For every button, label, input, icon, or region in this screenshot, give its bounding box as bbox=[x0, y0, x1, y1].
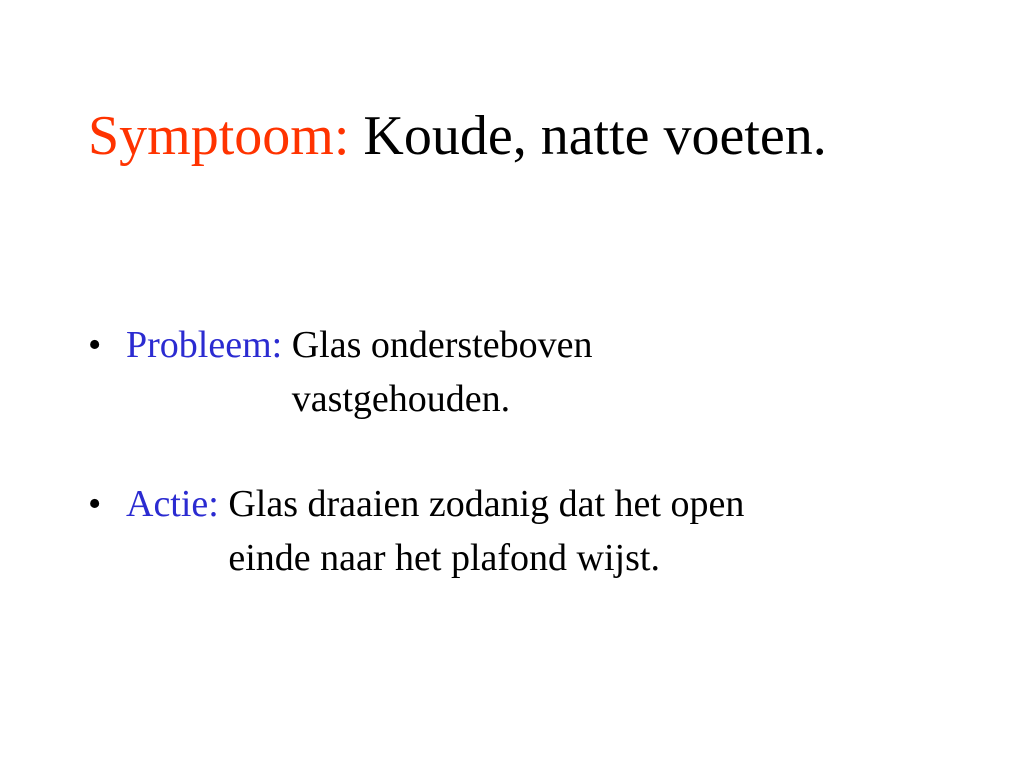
bullet-list bbox=[88, 318, 988, 636]
title-text: Koude, natte voeten. bbox=[363, 105, 827, 167]
bullet-label-actie: Actie: bbox=[126, 483, 229, 525]
bullet-body-probleem bbox=[292, 318, 593, 426]
bullet-body-actie bbox=[228, 477, 744, 585]
bullet-line: einde naar het plafond wijst. bbox=[228, 537, 660, 579]
bullet-line: vastgehouden. bbox=[291, 378, 511, 420]
bullet-item-probleem bbox=[88, 318, 988, 426]
bullet-icon: • bbox=[88, 483, 102, 525]
slide-title bbox=[88, 101, 827, 171]
bullet-line: Glas ondersteboven bbox=[291, 324, 593, 366]
bullet-label-probleem: Probleem: bbox=[126, 324, 292, 366]
bullet-item-actie bbox=[88, 477, 988, 585]
bullet-line: Glas draaien zodanig dat het open bbox=[228, 483, 745, 525]
bullet-icon: • bbox=[88, 324, 102, 366]
title-label: Symptoom: bbox=[88, 105, 364, 167]
